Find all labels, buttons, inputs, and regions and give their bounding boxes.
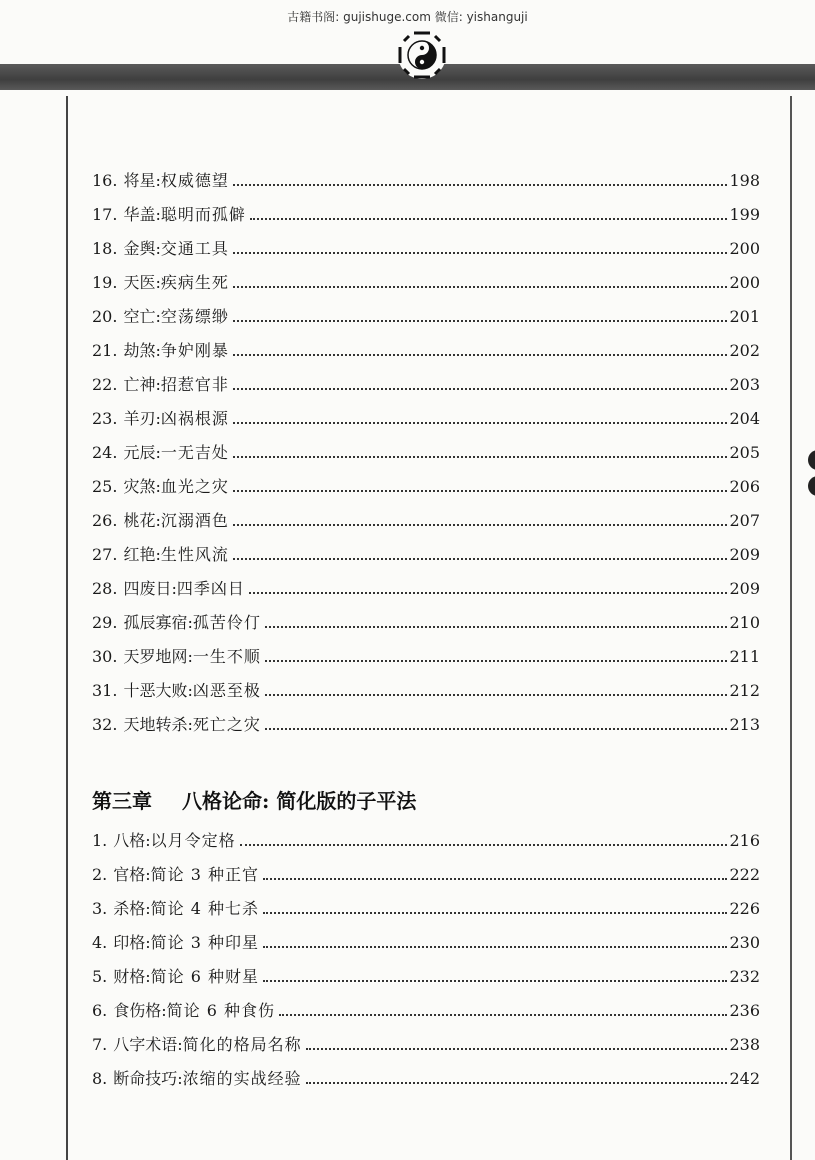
dot-leader <box>279 1014 727 1016</box>
entry-subtitle: 一生不顺 <box>192 647 261 666</box>
toc-entry[interactable] <box>92 610 760 644</box>
entry-subtitle: 以月令定格 <box>150 831 236 850</box>
entry-subtitle: 简化的格局名称 <box>182 1035 302 1054</box>
entry-separator: : <box>145 865 151 884</box>
toc-entry[interactable] <box>92 440 760 474</box>
entry-separator: : <box>155 171 161 190</box>
dot-leader <box>265 626 728 628</box>
entry-title: 元辰 <box>123 443 156 462</box>
dot-leader <box>265 694 728 696</box>
entry-subtitle: 权威德望 <box>160 171 229 190</box>
entry-subtitle: 交通工具 <box>160 239 229 258</box>
dot-leader <box>233 184 728 186</box>
entry-subtitle: 空荡缥缈 <box>160 307 229 326</box>
chapter-heading <box>92 785 416 814</box>
entry-page-number: 209 <box>729 579 760 598</box>
entry-title: 杀格 <box>113 899 146 918</box>
entry-number: 21. <box>92 341 118 360</box>
toc-entry[interactable] <box>92 930 760 964</box>
entry-subtitle: 凶恶至极 <box>192 681 261 700</box>
dot-leader <box>263 878 727 880</box>
entry-number: 2. <box>92 865 108 884</box>
entry-title: 四废日 <box>123 579 172 598</box>
dot-leader <box>233 286 728 288</box>
entry-number: 28. <box>92 579 118 598</box>
entry-subtitle: 血光之灾 <box>160 477 229 496</box>
entry-number: 23. <box>92 409 118 428</box>
entry-separator: : <box>155 273 161 292</box>
taiji-bagua-icon <box>397 30 447 80</box>
dot-leader <box>233 320 728 322</box>
entry-page-number: 198 <box>729 171 760 190</box>
chapter-label: 第三章 <box>92 789 152 813</box>
dot-leader <box>233 388 728 390</box>
entry-number: 8. <box>92 1069 108 1088</box>
entry-separator: : <box>145 899 151 918</box>
entry-subtitle: 四季凶日 <box>176 579 245 598</box>
entry-page-number: 204 <box>729 409 760 428</box>
entry-separator: : <box>145 967 151 986</box>
dot-leader <box>233 252 728 254</box>
entry-page-number: 207 <box>729 511 760 530</box>
page-edge-mark <box>806 448 815 500</box>
entry-page-number: 210 <box>729 613 760 632</box>
entry-title: 孤辰寡宿 <box>123 613 188 632</box>
entry-number: 5. <box>92 967 108 986</box>
toc-entry[interactable] <box>92 576 760 610</box>
entry-number: 31. <box>92 681 118 700</box>
entry-page-number: 222 <box>729 865 760 884</box>
entry-separator: : <box>145 933 151 952</box>
dot-leader <box>265 728 728 730</box>
entry-subtitle: 沉溺酒色 <box>160 511 229 530</box>
entry-separator: : <box>155 205 161 224</box>
entry-subtitle: 简论 6 种财星 <box>150 967 260 986</box>
entry-title: 财格 <box>113 967 146 986</box>
entry-page-number: 200 <box>729 273 760 292</box>
entry-number: 30. <box>92 647 118 666</box>
entry-subtitle: 浓缩的实战经验 <box>182 1069 302 1088</box>
toc-entry[interactable] <box>92 168 760 202</box>
entry-subtitle: 简论 6 种食伤 <box>166 1001 276 1020</box>
entry-number: 6. <box>92 1001 108 1020</box>
dot-leader <box>240 844 728 846</box>
toc-entry[interactable] <box>92 304 760 338</box>
entry-page-number: 211 <box>729 647 760 666</box>
entry-title: 断命技巧 <box>113 1069 178 1088</box>
entry-number: 27. <box>92 545 118 564</box>
entry-number: 1. <box>92 831 108 850</box>
entry-number: 26. <box>92 511 118 530</box>
entry-separator: : <box>171 579 177 598</box>
dot-leader <box>233 354 728 356</box>
entry-page-number: 209 <box>729 545 760 564</box>
entry-number: 3. <box>92 899 108 918</box>
entry-title: 八格 <box>113 831 146 850</box>
entry-title: 食伤格 <box>113 1001 162 1020</box>
toc-entry[interactable] <box>92 964 760 998</box>
toc-entry[interactable] <box>92 644 760 678</box>
entry-number: 16. <box>92 171 118 190</box>
dot-leader <box>263 946 727 948</box>
entry-number: 22. <box>92 375 118 394</box>
entry-separator: : <box>155 341 161 360</box>
toc-entry[interactable] <box>92 862 760 896</box>
toc-entry[interactable] <box>92 270 760 304</box>
entry-subtitle: 简论 4 种七杀 <box>150 899 260 918</box>
entry-number: 32. <box>92 715 118 734</box>
entry-title: 官格 <box>113 865 146 884</box>
entry-separator: : <box>187 647 193 666</box>
entry-page-number: 213 <box>729 715 760 734</box>
entry-page-number: 202 <box>729 341 760 360</box>
entry-separator: : <box>155 307 161 326</box>
entry-separator: : <box>155 545 161 564</box>
entry-title: 亡神 <box>123 375 156 394</box>
entry-page-number: 200 <box>729 239 760 258</box>
left-margin-rule <box>66 96 68 1160</box>
dot-leader <box>263 912 727 914</box>
toc-entry[interactable] <box>92 1066 760 1100</box>
toc-entry[interactable] <box>92 474 760 508</box>
entry-title: 八字术语 <box>113 1035 178 1054</box>
dot-leader <box>306 1082 728 1084</box>
entry-title: 天医 <box>123 273 156 292</box>
entry-title: 天罗地网 <box>123 647 188 666</box>
entry-separator: : <box>177 1069 183 1088</box>
toc-entry[interactable] <box>92 896 760 930</box>
entry-separator: : <box>155 375 161 394</box>
right-margin-rule <box>790 96 792 1160</box>
dot-leader <box>249 592 728 594</box>
toc-entry[interactable] <box>92 678 760 712</box>
entry-title: 华盖 <box>123 205 156 224</box>
entry-title: 金舆 <box>123 239 156 258</box>
entry-title: 羊刃 <box>123 409 156 428</box>
entry-number: 19. <box>92 273 118 292</box>
entry-separator: : <box>155 511 161 530</box>
entry-separator: : <box>155 443 161 462</box>
entry-subtitle: 疾病生死 <box>160 273 229 292</box>
entry-subtitle: 简论 3 种正官 <box>150 865 260 884</box>
entry-title: 空亡 <box>123 307 156 326</box>
entry-subtitle: 争妒刚暴 <box>160 341 229 360</box>
dot-leader <box>306 1048 728 1050</box>
entry-separator: : <box>155 239 161 258</box>
entry-separator: : <box>187 715 193 734</box>
toc-entry[interactable] <box>92 338 760 372</box>
dot-leader <box>233 422 728 424</box>
entry-number: 18. <box>92 239 118 258</box>
entry-separator: : <box>177 1035 183 1054</box>
entry-subtitle: 生性风流 <box>160 545 229 564</box>
toc-entry[interactable] <box>92 542 760 576</box>
entry-page-number: 242 <box>729 1069 760 1088</box>
site-watermark: 古籍书阁: gujishuge.com 微信: yishanguji <box>287 10 528 24</box>
entry-subtitle: 招惹官非 <box>160 375 229 394</box>
entry-number: 17. <box>92 205 118 224</box>
entry-number: 24. <box>92 443 118 462</box>
entry-subtitle: 简论 3 种印星 <box>150 933 260 952</box>
entry-page-number: 232 <box>729 967 760 986</box>
entry-title: 桃花 <box>123 511 156 530</box>
entry-separator: : <box>155 409 161 428</box>
toc-list-part2 <box>92 828 760 1100</box>
entry-number: 25. <box>92 477 118 496</box>
toc-entry[interactable] <box>92 372 760 406</box>
dot-leader <box>250 218 728 220</box>
entry-number: 4. <box>92 933 108 952</box>
toc-list-part1 <box>92 168 760 746</box>
toc-entry[interactable] <box>92 1032 760 1066</box>
entry-page-number: 236 <box>729 1001 760 1020</box>
dot-leader <box>265 660 728 662</box>
entry-title: 天地转杀 <box>123 715 188 734</box>
entry-separator: : <box>145 831 151 850</box>
entry-separator: : <box>187 681 193 700</box>
entry-title: 劫煞 <box>123 341 156 360</box>
dot-leader <box>233 524 728 526</box>
entry-title: 印格 <box>113 933 146 952</box>
entry-title: 将星 <box>123 171 156 190</box>
entry-title: 灾煞 <box>123 477 156 496</box>
entry-page-number: 238 <box>729 1035 760 1054</box>
entry-page-number: 212 <box>729 681 760 700</box>
entry-separator: : <box>155 477 161 496</box>
entry-page-number: 205 <box>729 443 760 462</box>
entry-subtitle: 凶祸根源 <box>160 409 229 428</box>
entry-title: 红艳 <box>123 545 156 564</box>
entry-subtitle: 一无吉处 <box>160 443 229 462</box>
entry-page-number: 203 <box>729 375 760 394</box>
dot-leader <box>263 980 727 982</box>
chapter-title: 八格论命: 简化版的子平法 <box>182 789 417 813</box>
entry-page-number: 226 <box>729 899 760 918</box>
entry-page-number: 201 <box>729 307 760 326</box>
toc-entry[interactable] <box>92 998 760 1032</box>
entry-subtitle: 死亡之灾 <box>192 715 261 734</box>
dot-leader <box>233 456 728 458</box>
entry-number: 29. <box>92 613 118 632</box>
entry-title: 十恶大败 <box>123 681 188 700</box>
toc-entry[interactable] <box>92 236 760 270</box>
dot-leader <box>233 490 728 492</box>
entry-page-number: 206 <box>729 477 760 496</box>
entry-separator: : <box>161 1001 167 1020</box>
entry-separator: : <box>187 613 193 632</box>
entry-number: 20. <box>92 307 118 326</box>
entry-subtitle: 孤苦伶仃 <box>192 613 261 632</box>
toc-entry[interactable] <box>92 202 760 236</box>
dot-leader <box>233 558 728 560</box>
entry-page-number: 230 <box>729 933 760 952</box>
entry-number: 7. <box>92 1035 108 1054</box>
entry-subtitle: 聪明而孤僻 <box>160 205 246 224</box>
toc-entry[interactable] <box>92 828 760 862</box>
entry-page-number: 199 <box>729 205 760 224</box>
toc-entry[interactable] <box>92 508 760 542</box>
toc-entry[interactable] <box>92 406 760 440</box>
toc-entry[interactable] <box>92 712 760 746</box>
entry-page-number: 216 <box>729 831 760 850</box>
